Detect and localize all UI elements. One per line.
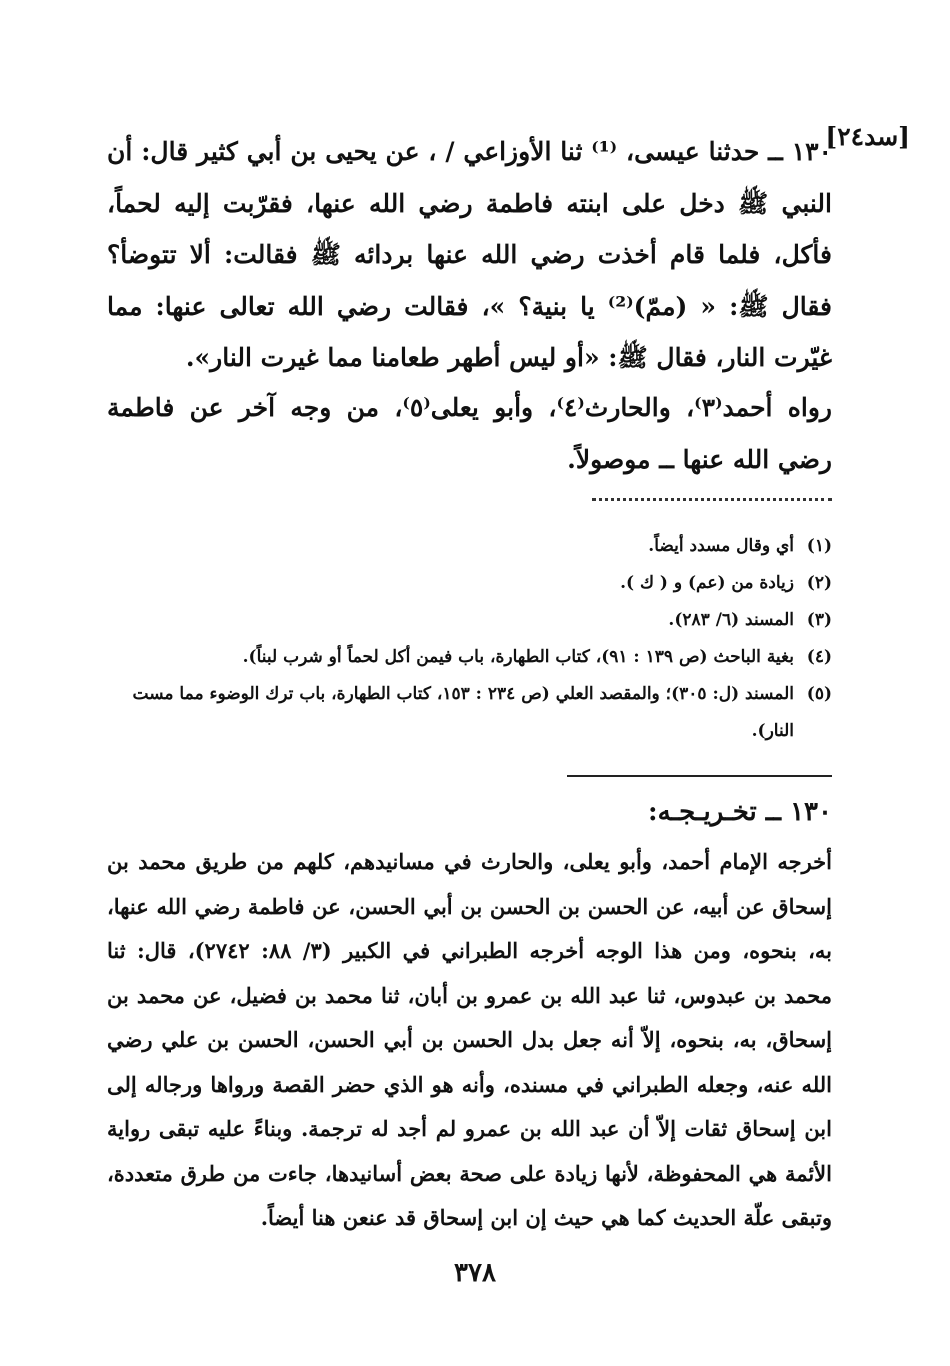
footnote-text: زيادة من (عم) و ( ك ). [620, 573, 794, 593]
footnote-item [107, 528, 832, 565]
footnote-text: بغية الباحث (ص ١٣٩ : ٩١)، كتاب الطهارة، باب فيمن أكل لحماً أو شرب لبناً). [242, 647, 794, 667]
margin-reference: [سد٢٤] [825, 122, 910, 151]
section-divider [567, 775, 832, 777]
footnote-separator [592, 498, 832, 501]
hadith-text: ١٣٠ ــ حدثنا عيسى، ⁽¹⁾ ثنا الأوزاعي / ، عن يحيى بن أبي كثير قال: أن النبي ﷺ دخل على ابنته فاطمة رضي الله عنها، فقرّبت إليه لحماً، فأكل، فلما قام أخذت رضي الله عنها بردائه ﷺ فقالت: ألا تتوضأ؟ فقال ﷺ: « (ممّ)⁽²⁾ يا بنية؟ »، فقالت رضي الله تعالى عنها: مما غيّرت النار، فقال ﷺ: «أو ليس أطهر طعامنا مما غيرت النار». [107, 137, 832, 372]
footnote-item [107, 565, 832, 602]
footnote-text: المسند (ل: ٣٠٥)؛ والمقصد العلي (ص ٢٣٤ : ١٥٣، كتاب الطهارة، باب ترك الوضوء مما مست النار). [132, 684, 794, 741]
footnote-number: (٥) [806, 684, 832, 704]
narration-text: رواه أحمد⁽٣⁾، والحارث⁽٤⁾، وأبو يعلى⁽٥⁾، من وجه آخر عن فاطمة رضي الله عنها ــ موصولاً. [107, 393, 832, 474]
footnote-number: (٤) [806, 647, 832, 667]
footnote-item [107, 602, 832, 639]
takhrij-heading: ١٣٠ ــ تخـريـجـه: [647, 797, 832, 827]
footnote-number: (١) [806, 536, 832, 556]
takhrij-text: أخرجه الإمام أحمد، وأبو يعلى، والحارث في مسانيدهم، كلهم من طريق محمد بن إسحاق عن أبيه، عن الحسن بن الحسن بن أبي الحسن، عن فاطمة رضي الله عنها، به، بنحوه، ومن هذا الوجه أخرجه الطبراني في الكبير (٣/ ٨٨: ٢٧٤٢)، قال: ثنا محمد بن عبدوس، ثنا عبد الله بن عمرو بن أبان، ثنا محمد بن فضيل، عن محمد بن إسحاق، به، بنحوه، إلاّ أنه جعل بدل الحسن بن أبي الحسن، الحسن بن علي رضي الله عنه، وجعله الطبراني في مسنده، وأنه هو الذي حضر القصة ورواها ورجاله إلى ابن إسحاق ثقات إلاّ أن عبد الله بن عمرو لم أجد له ترجمة. وبناءً عليه تبقى رواية الأئمة هي المحفوظة، لأنها زيادة على صحة بعض أسانيدها، جاءت من طرق متعددة، وتبقى علّة الحديث كما هي حيث إن ابن إسحاق قد عنعن هنا أيضاً. [107, 849, 833, 1230]
footnote-text: أي وقال مسدد أيضاً. [648, 536, 794, 556]
footnote-number: (٢) [806, 573, 832, 593]
footnote-number: (٣) [806, 610, 832, 630]
footnote-item [107, 676, 832, 750]
footnote-text: المسند (٦/ ٢٨٣). [668, 610, 794, 630]
page-number: ٣٧٨ [454, 1258, 496, 1288]
footnote-item [107, 639, 832, 676]
footnotes-list [107, 528, 832, 750]
